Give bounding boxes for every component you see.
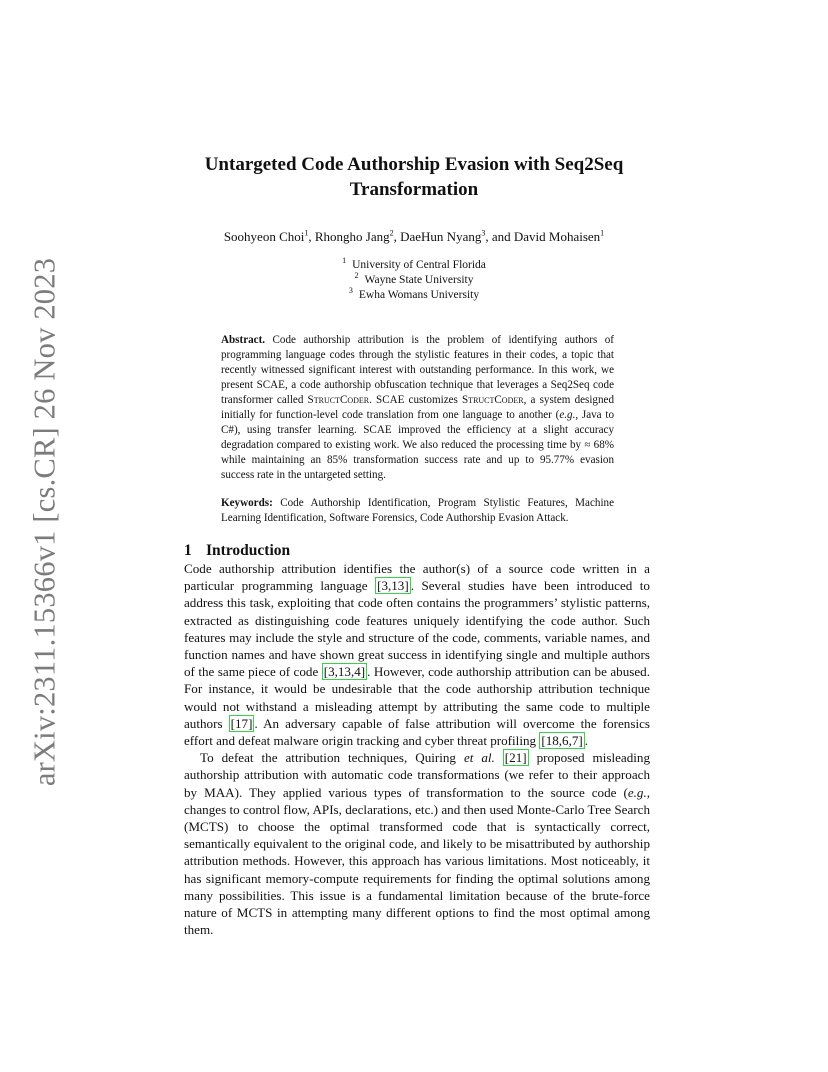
keywords-paragraph — [221, 496, 614, 526]
affiliation-list — [200, 258, 628, 303]
author-affiliation-mark: 1 — [304, 228, 309, 238]
citation-link[interactable]: [21] — [504, 750, 527, 766]
author-list — [150, 229, 678, 245]
abstract-paragraph — [221, 333, 614, 483]
body-italic: et al. — [463, 750, 495, 766]
body-text: . However, code authorship attribution can be abused. For instance, it would be undesirable that the code authorship attribution technique would not withstand a misleading attempt by attributing the same code to multiple authors — [184, 664, 650, 731]
author-affiliation-mark: 3 — [481, 228, 486, 238]
author-name: Rhongho Jang — [314, 229, 390, 244]
abstract-italic: e.g., — [559, 409, 579, 421]
abstract-text: , a system designed initially for function-level code translation from one language to another ( — [221, 394, 614, 421]
affiliation-mark: 1 — [342, 256, 347, 266]
affiliation-item — [200, 258, 628, 273]
author-affiliation-mark: 1 — [600, 228, 605, 238]
abstract — [221, 333, 614, 483]
citation-link[interactable]: [3,13,4] — [323, 664, 366, 680]
arxiv-identifier-text: arXiv:2311.15366v1 [cs.CR] 26 Nov 2023 — [27, 257, 62, 787]
section-heading — [184, 542, 290, 560]
affiliation-item — [200, 273, 628, 288]
body-text: . Several studies have been introduced to address this task, exploiting that code often contains the programmers’ stylistic patterns, extracted as distinguishing code features uniquely identifying the code author. Such features may include the style and structure of the code, comments, variable names, and function names and have shown great success in identifying single and multiple authors of the same piece of code — [184, 578, 650, 680]
affiliation-name: Wayne State University — [364, 274, 474, 286]
abstract-system-name: StructCoder — [307, 394, 370, 406]
body-text: . — [584, 733, 589, 749]
abstract-text: . SCAE customizes — [369, 394, 463, 406]
keywords — [221, 496, 614, 526]
section-title: Introduction — [206, 542, 291, 559]
body-italic: e.g., — [627, 784, 650, 800]
keywords-label: Keywords: — [221, 497, 273, 509]
body-paragraph-1 — [184, 560, 650, 749]
author-separator: , — [308, 229, 315, 244]
author-name: David Mohaisen — [513, 229, 601, 244]
citation-link[interactable]: [18,6,7] — [541, 733, 583, 749]
body-text: To defeat the attribution techniques, Quiring — [200, 750, 464, 766]
body-text: Code authorship attribution identifies the author(s) of a source code written in a particular programming language — [184, 561, 650, 594]
section-number: 1 — [184, 542, 192, 559]
keywords-text: Code Authorship Identification, Program Stylistic Features, Machine Learning Identification, Software Forensics, Code Authorship Evasion Attack. — [221, 497, 614, 524]
author-name: DaeHun Nyang — [400, 229, 482, 244]
arxiv-identifier — [25, 257, 65, 787]
affiliation-mark: 3 — [348, 286, 353, 296]
section-body — [184, 560, 650, 938]
body-text: changes to control flow, APIs, declarations, etc.) and then used Monte-Carlo Tree Search (MCTS) to choose the optimal transformed code that is syntactically correct, semantically equivalent to the original code, and likely to be misattributed by authorship attribution methods. However, this approach has various limitations. Most noticeably, it has significant memory-compute requirements for finding the optimal solutions among many possibilities. This issue is a fundamental limitation because of the brute-force nature of MCTS in attempting many different options to find the most optimal among them. — [184, 801, 650, 938]
abstract-label: Abstract. — [221, 334, 266, 346]
body-text: proposed misleading authorship attribution with automatic code transformations (we refer to their approach by MAA). They applied various types of transformation to the source code ( — [184, 750, 650, 800]
title-line-1: Untargeted Code Authorship Evasion with Seq2Seq — [204, 154, 624, 175]
affiliation-name: Ewha Womans University — [358, 289, 480, 301]
abstract-text: Code authorship attribution is the problem of identifying authors of programming language codes through the stylistic features in their codes, a topic that recently witnessed significant interest with outstanding performance. In this work, we present SCAE, a code authorship obfuscation technique that leverages a Seq2Seq code transformer called — [221, 334, 614, 406]
affiliation-name: University of Central Florida — [352, 259, 486, 271]
author-separator: , — [393, 229, 401, 244]
affiliation-item — [200, 288, 628, 303]
citation-link[interactable]: [17] — [230, 715, 253, 731]
author-separator: , and — [485, 229, 514, 244]
title-line-2: Transformation — [349, 179, 479, 200]
citation-link[interactable]: [3,13] — [377, 578, 409, 594]
abstract-system-name: StructCoder — [462, 394, 524, 406]
body-paragraph-2 — [184, 749, 650, 938]
author-affiliation-mark: 2 — [389, 228, 394, 238]
paper-title — [160, 152, 668, 202]
body-text: . An adversary capable of false attribution will overcome the forensics effort and defeat malware origin tracking and cyber threat profiling — [184, 715, 650, 749]
author-name: Soohyeon Choi — [223, 229, 305, 244]
abstract-text: Java to C#), using transfer learning. SCAE improved the efficiency at a slight accuracy degradation compared to existing work. We also reduced the processing time by ≈ 68% while maintaining an 85% transformation success rate and up to 95.77% evasion success rate in the untargeted setting. — [221, 409, 614, 481]
affiliation-mark: 2 — [354, 271, 359, 281]
